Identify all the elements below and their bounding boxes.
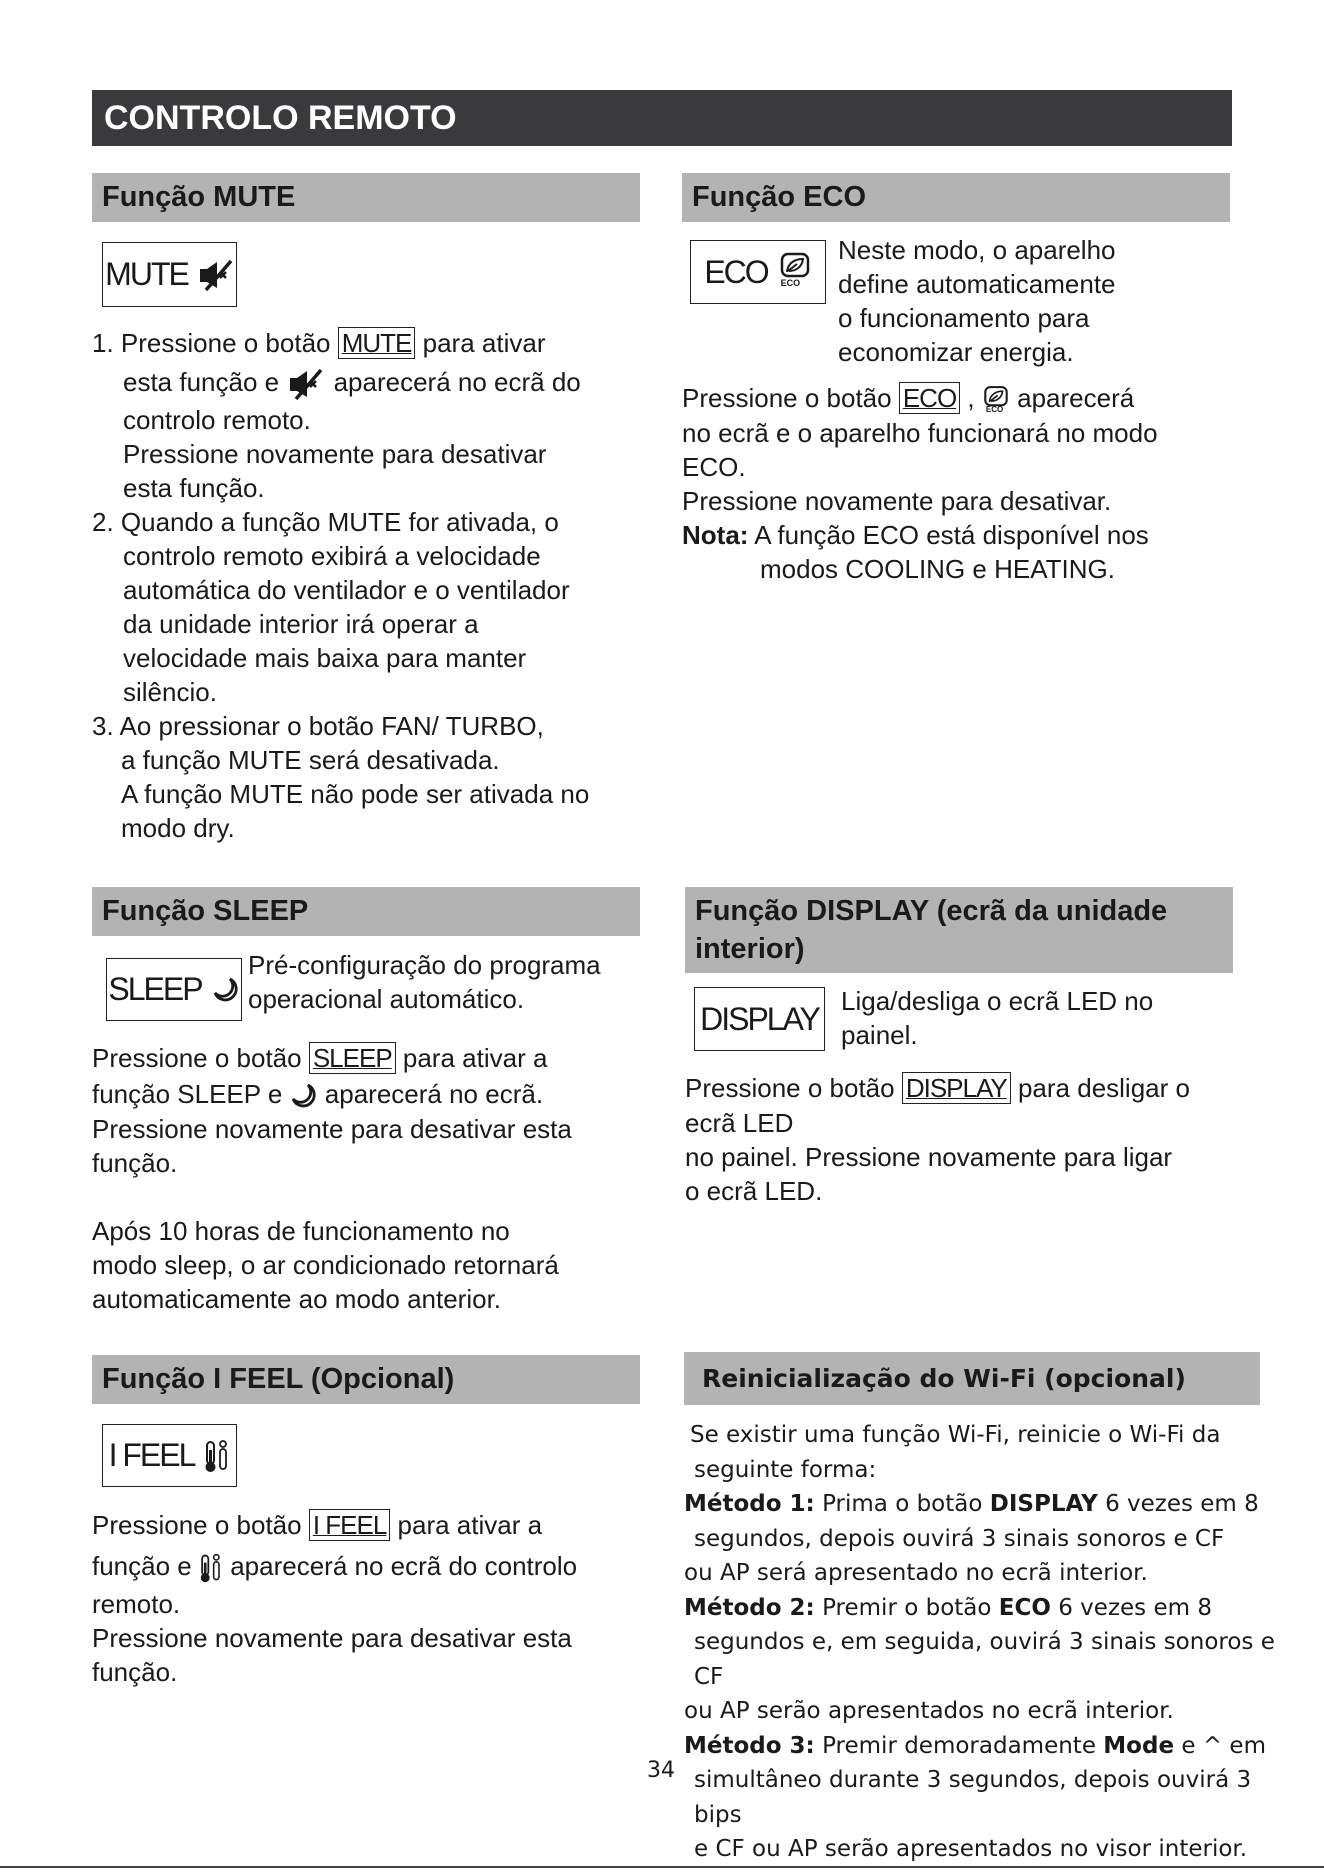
wifi-section-title: Reinicialização do Wi-Fi (opcional) <box>684 1352 1260 1405</box>
sleep-text-b: para ativar a <box>402 1043 548 1073</box>
eco-text-b: , <box>967 383 975 413</box>
mute-icon <box>286 367 326 401</box>
mute-button-label: MUTE <box>105 256 188 292</box>
eco-note-label: Nota: <box>682 520 749 550</box>
wifi-method3-text: e ^ em <box>1181 1732 1266 1759</box>
wifi-method1-text: 6 vezes em 8 <box>1105 1491 1259 1517</box>
mute-item1-text-c: esta função e <box>123 367 280 397</box>
eco-desc-line: define automaticamente <box>838 269 1116 299</box>
mute-item1-text-b: para ativar <box>422 328 546 358</box>
wifi-method1-line: segundos, depois ouvirá 3 sinais sonoros e CF <box>694 1525 1225 1552</box>
sleep-line: modo sleep, o ar condicionado retornará <box>92 1250 559 1280</box>
ifeel-button-illustration <box>102 1424 237 1487</box>
wifi-method1-text: Prima o botão <box>822 1491 983 1517</box>
wifi-method1-label: Método 1: <box>684 1491 815 1517</box>
ifeel-line: Pressione novamente para desativar esta <box>92 1623 572 1653</box>
thermometer-person-icon <box>204 1438 230 1474</box>
mute-button-illustration <box>102 242 237 307</box>
display-desc-line: painel. <box>841 1020 918 1050</box>
wifi-method2-label: Método 2: <box>684 1594 815 1621</box>
mute-icon <box>198 258 234 292</box>
sleep-button-illustration <box>106 958 242 1021</box>
ifeel-text-c: função e <box>92 1551 192 1581</box>
eco-section-title: Função ECO <box>682 173 1230 222</box>
mute-inline-button: MUTE <box>338 327 416 359</box>
wifi-method3-line: e CF ou AP serão apresentados no visor interior. <box>694 1836 1248 1862</box>
wifi-instructions <box>684 1418 1304 1867</box>
mute-item3-line: a função MUTE será desativada. <box>121 745 500 775</box>
sleep-line: automaticamente ao modo anterior. <box>92 1284 502 1314</box>
moon-icon <box>290 1082 318 1110</box>
display-button-illustration <box>694 987 825 1051</box>
sleep-instructions <box>92 1040 652 1316</box>
sleep-text-c: função SLEEP e <box>92 1079 283 1109</box>
ifeel-line: função. <box>92 1657 178 1687</box>
sleep-button-label: SLEEP <box>108 971 202 1007</box>
eco-inline-button: ECO <box>899 382 960 414</box>
sleep-description <box>248 948 648 1016</box>
eco-text-c: aparecerá <box>1017 383 1135 413</box>
ifeel-section-title: Função I FEEL (Opcional) <box>92 1355 640 1404</box>
eco-line: no ecrã e o aparelho funcionará no modo <box>682 418 1158 448</box>
page-number: 34 <box>647 1758 675 1783</box>
sleep-text-a: Pressione o botão <box>92 1043 302 1073</box>
mute-item2-line: 2. Quando a função MUTE for ativada, o <box>92 507 559 537</box>
wifi-method3-line: simultâneo durante 3 segundos, depois ouvirá 3 bips <box>694 1767 1252 1828</box>
display-inline-button: DISPLAY <box>902 1072 1011 1104</box>
thermometer-person-icon <box>199 1552 223 1584</box>
sleep-section-title: Função SLEEP <box>92 887 640 936</box>
wifi-method1-button: DISPLAY <box>989 1491 1098 1517</box>
wifi-method2-line: ou AP serão apresentados no ecrã interior. <box>684 1698 1174 1724</box>
mute-item1-text-e: controlo remoto. <box>123 405 311 435</box>
eco-line: Pressione novamente para desativar. <box>682 486 1112 516</box>
eco-icon-caption: ECO <box>780 278 801 288</box>
eco-note-text: modos COOLING e HEATING. <box>760 554 1115 584</box>
mute-item2-line: automática do ventilador e o ventilador <box>123 575 570 605</box>
mute-item1-text-f: Pressione novamente para desativar <box>123 439 547 469</box>
display-line: ecrã LED <box>685 1108 794 1138</box>
wifi-intro-line: seguinte forma: <box>694 1456 877 1483</box>
sleep-line: Pressione novamente para desativar esta <box>92 1114 572 1144</box>
eco-text-a: Pressione o botão <box>682 383 892 413</box>
wifi-method2-line: segundos e, em seguida, ouvirá 3 sinais sonoros e CF <box>694 1629 1275 1690</box>
sleep-line: Após 10 horas de funcionamento no <box>92 1216 510 1246</box>
eco-desc-line: economizar energia. <box>838 337 1074 367</box>
wifi-intro-line: Se existir uma função Wi-Fi, reinicie o Wi-Fi da <box>690 1422 1221 1448</box>
wifi-method3-label: Método 3: <box>684 1732 815 1759</box>
display-instructions <box>685 1070 1245 1208</box>
wifi-method2-button: ECO <box>998 1594 1051 1621</box>
display-line: no painel. Pressione novamente para ligar <box>685 1142 1173 1172</box>
eco-leaf-icon <box>778 252 812 292</box>
wifi-method2-text: Premir o botão <box>822 1594 992 1621</box>
mute-item1-text-d: aparecerá no ecrã do <box>333 367 581 397</box>
wifi-method3-button: Mode <box>1103 1732 1175 1759</box>
wifi-method1-line: ou AP será apresentado no ecrã interior. <box>684 1560 1148 1586</box>
mute-item1-text-a: 1. Pressione o botão <box>92 328 331 358</box>
sleep-text-d: aparecerá no ecrã. <box>324 1079 544 1109</box>
eco-leaf-icon <box>982 385 1010 415</box>
ifeel-text-a: Pressione o botão <box>92 1510 302 1540</box>
eco-description <box>838 233 1198 369</box>
mute-item2-line: controlo remoto exibirá a velocidade <box>123 541 541 571</box>
wifi-method3-text: Premir demoradamente <box>822 1732 1096 1759</box>
display-description <box>841 984 1231 1052</box>
bottom-divider <box>0 1866 1324 1868</box>
wifi-method2-text: 6 vezes em 8 <box>1058 1594 1212 1621</box>
eco-desc-line: Neste modo, o aparelho <box>838 235 1116 265</box>
ifeel-line: remoto. <box>92 1589 181 1619</box>
eco-line: ECO. <box>682 452 746 482</box>
display-text-b: para desligar o <box>1017 1073 1190 1103</box>
sleep-inline-button: SLEEP <box>309 1042 396 1074</box>
eco-instructions <box>682 380 1242 586</box>
ifeel-instructions <box>92 1505 652 1689</box>
display-text-a: Pressione o botão <box>685 1073 895 1103</box>
sleep-line: função. <box>92 1148 178 1178</box>
eco-icon-caption: ECO <box>985 405 1004 415</box>
eco-button-label: ECO <box>704 253 768 290</box>
eco-desc-line: o funcionamento para <box>838 303 1090 333</box>
moon-icon <box>212 976 240 1004</box>
mute-instructions <box>92 325 652 845</box>
ifeel-text-d: aparecerá no ecrã do controlo <box>230 1551 578 1581</box>
mute-item3-line: A função MUTE não pode ser ativada no <box>121 779 590 809</box>
display-desc-line: Liga/desliga o ecrã LED no <box>841 986 1154 1016</box>
mute-section-title: Função MUTE <box>92 173 640 222</box>
ifeel-inline-button: I FEEL <box>309 1509 390 1541</box>
display-button-label: DISPLAY <box>700 1000 819 1037</box>
mute-item3-line: 3. Ao pressionar o botão FAN/ TURBO, <box>92 711 544 741</box>
mute-item2-line: silêncio. <box>123 677 217 707</box>
eco-note-text: A função ECO está disponível nos <box>754 520 1149 550</box>
eco-button-illustration <box>690 240 826 304</box>
mute-item3-line: modo dry. <box>121 813 235 843</box>
ifeel-text-b: para ativar a <box>397 1510 543 1540</box>
mute-item2-line: velocidade mais baixa para manter <box>123 643 527 673</box>
page-title: CONTROLO REMOTO <box>92 90 1232 146</box>
mute-item2-line: da unidade interior irá operar a <box>123 609 479 639</box>
display-section-title: Função DISPLAY (ecrã da unidade interior) <box>685 887 1233 973</box>
ifeel-button-label: I FEEL <box>108 1437 195 1473</box>
mute-item1-text-g: esta função. <box>123 473 265 503</box>
sleep-desc-line: Pré-configuração do programa <box>248 950 601 980</box>
display-line: o ecrã LED. <box>685 1176 823 1206</box>
sleep-desc-line: operacional automático. <box>248 984 525 1014</box>
